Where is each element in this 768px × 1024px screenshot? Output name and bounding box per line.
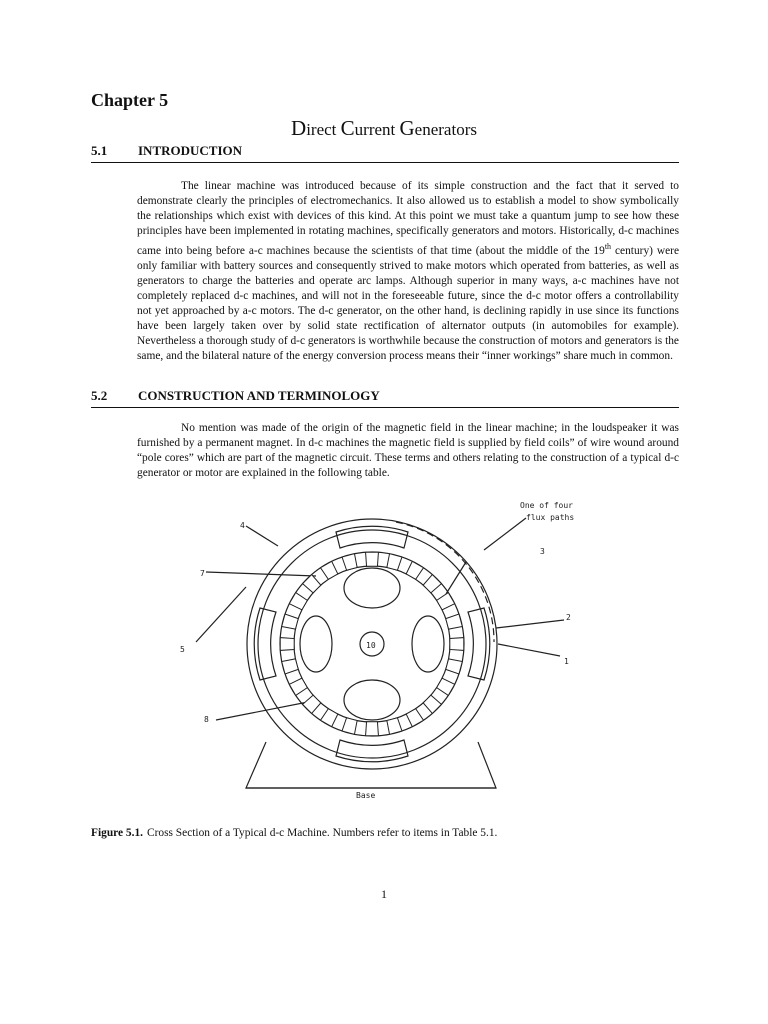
armature-tooth [366, 722, 379, 736]
vent-left [300, 616, 332, 672]
figure-caption [91, 827, 497, 839]
intro-text-a: The linear machine was introduced because of its simple construction and the fact that it served to demonstrate clearly the principles of electromechanics. It also allowed us to establish a model to show symbolically the relationships which exist with devices of this kind. At this point we must take a quantum jump to see how these principles have been implemented in rotating machines, specifically generators and motors. Historically, d-c machines came into being before a-c machines because the scientists of that time (about the middle of the 19 [137, 180, 679, 257]
vent-right [412, 616, 444, 672]
armature-tooth [446, 614, 463, 629]
label-5: 5 [180, 645, 185, 654]
base-label: Base [356, 791, 376, 800]
label-1: 1 [564, 657, 569, 666]
armature-tooth [289, 678, 307, 695]
section-heading-construction [91, 388, 679, 408]
flux-path-dashed [396, 522, 494, 642]
section-number: 5.2 [91, 388, 108, 403]
label-2: 2 [566, 613, 571, 622]
armature-tooth [450, 638, 464, 651]
shaft-label: 10 [366, 641, 376, 650]
title-rest-2: urrent [354, 120, 400, 139]
armature-tooth [446, 659, 463, 674]
armature-tooth [342, 554, 357, 571]
chapter-heading: Chapter 5 [91, 90, 169, 110]
flux-label-line1: One of four [520, 501, 573, 510]
label-3: 3 [540, 547, 545, 556]
armature-tooth [321, 561, 338, 579]
section-title: INTRODUCTION [138, 143, 243, 158]
intro-paragraph [137, 179, 679, 364]
section-heading-introduction [91, 143, 679, 163]
section-title: CONSTRUCTION AND TERMINOLOGY [138, 388, 380, 403]
dc-machine-cross-section-figure [166, 492, 598, 810]
label-7: 7 [200, 569, 205, 578]
vent-bottom [344, 680, 400, 720]
section-number: 5.1 [91, 143, 108, 158]
base-outline [246, 742, 496, 788]
armature-tooth [282, 659, 299, 674]
title-cap-2: C [340, 116, 355, 140]
vent-top [344, 568, 400, 608]
chapter-title [0, 116, 768, 141]
armature-tooth [366, 552, 379, 566]
caption-text: Cross Section of a Typical d-c Machine. Numbers refer to items in Table 5.1. [147, 827, 498, 839]
armature-tooth [387, 554, 402, 571]
armature-tooth [406, 561, 423, 579]
title-cap-1: D [291, 116, 307, 140]
title-rest-1: irect [306, 120, 341, 139]
armature-tooth [437, 678, 455, 695]
armature-tooth [387, 718, 402, 735]
title-rest-3: enerators [414, 120, 477, 139]
construction-paragraph: No mention was made of the origin of the magnetic field in the linear machine; in the loudspeaker it was furnished by a permanent magnet. In d-c machines the magnetic field is supplied by field coils” of wire wound around “pole cores” which are part of the magnetic circuit. These terms and others relating to the construction of a typical d-c generator or motor are explained in the following table. [137, 422, 679, 479]
armature-tooth [423, 575, 441, 593]
page-number: 1 [381, 887, 387, 901]
label-4: 4 [240, 521, 245, 530]
label-8: 8 [204, 715, 209, 724]
armature-tooth [280, 638, 294, 651]
armature-tooth [303, 575, 321, 593]
armature-tooth [423, 695, 441, 713]
caption-label: Figure 5.1. [91, 827, 143, 839]
title-cap-3: G [399, 116, 415, 140]
intro-text-b: century) were only familiar with battery sources and consequently strived to make motors which operated from batteries, as well as generators to charge the batteries and operate arc lamps. Although superior in many ways, a-c machines have not completely replaced d-c machines, and will not in the foreseeable future, since the d-c motor offers a controllability not yet approached by a-c motors. The d-c generator, on the other hand, is declining rapidly in use since its functions have been largely taken over by solid state rectification of alternator outputs (in automobiles for example). Nevertheless a thorough study of d-c generators is worthwhile because the construction of motors and generators is the same, and the bilateral nature of the energy conversion process means their “inner workings” share much in common. [137, 244, 679, 362]
armature-tooth [321, 709, 338, 727]
superscript-th: th [604, 242, 612, 251]
armature-tooth [342, 718, 357, 735]
armature-tooth [437, 593, 455, 610]
armature-tooth [282, 614, 299, 629]
armature-tooth [406, 709, 423, 727]
armature-tooth [303, 695, 321, 713]
flux-label-line2: flux paths [526, 513, 575, 522]
armature-tooth [289, 593, 307, 610]
